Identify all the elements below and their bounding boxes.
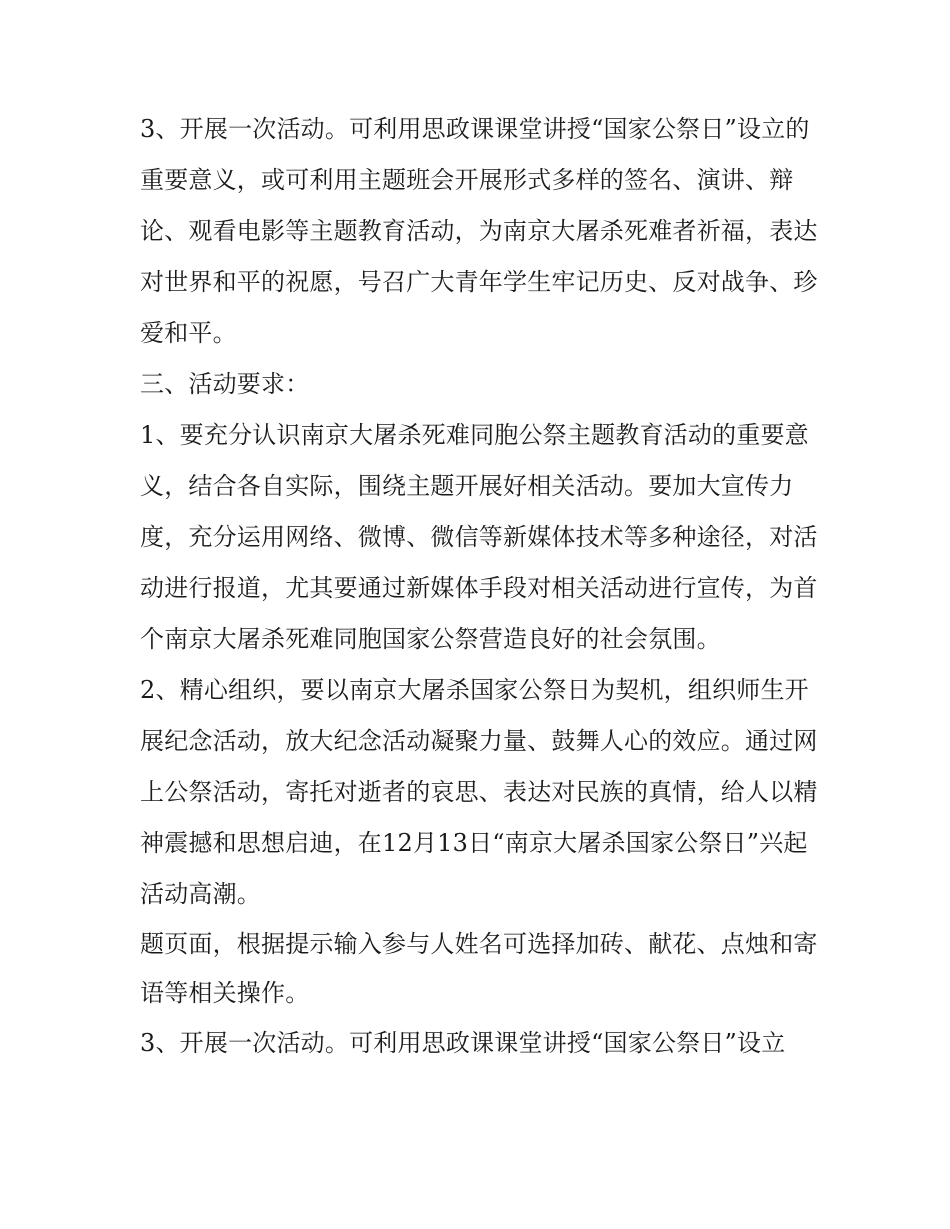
paragraph-requirement-1: 1、要充分认识南京大屠杀死难同胞公祭主题教育活动的重要意义，结合各自实际，围绕主题开展好相关活动。要加大宣传力度，充分运用网络、微博、微信等新媒体技术等多种途径，对活动进行报道，尤其要通过新媒体手段对相关活动进行宣传，为首个南京大屠杀死难同胞国家公祭营造良好的社会氛围。 bbox=[140, 421, 818, 653]
paragraph-activity-3: 3、开展一次活动。可利用思政课课堂讲授“国家公祭日”设立的重要意义，或可利用主题班会开展形式多样的签名、演讲、辩论、观看电影等主题教育活动，为南京大屠杀死难者祈福，表达对世界和平的祝愿，号召广大青年学生牢记历史、反对战争、珍爱和平。 bbox=[140, 115, 818, 347]
document-body bbox=[140, 104, 820, 1069]
section-heading-requirements: 三、活动要求： bbox=[140, 370, 310, 398]
paragraph-fragment: 题页面，根据提示输入参与人姓名可选择加砖、献花、点烛和寄语等相关操作。 bbox=[140, 930, 818, 1007]
paragraph-activity-3-repeat: 3、开展一次活动。可利用思政课课堂讲授“国家公祭日”设立 bbox=[140, 1029, 786, 1057]
paragraph-requirement-2: 2、精心组织，要以南京大屠杀国家公祭日为契机，组织师生开展纪念活动，放大纪念活动凝聚力量、鼓舞人心的效应。通过网上公祭活动，寄托对逝者的哀思、表达对民族的真情，给人以精神震撼和思想启迪，在12月13日“南京大屠杀国家公祭日”兴起活动高潮。 bbox=[140, 676, 818, 908]
